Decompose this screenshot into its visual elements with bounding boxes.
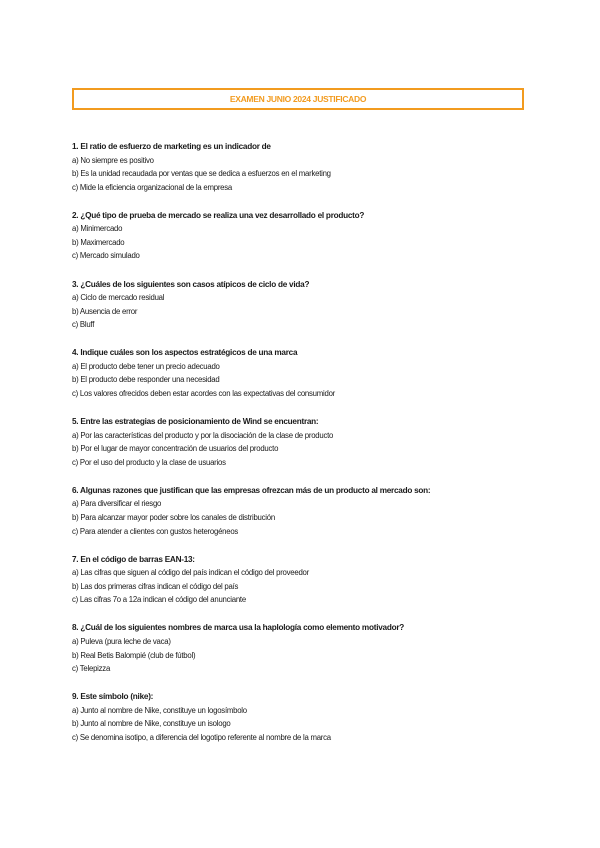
option-b: b) El producto debe responder una necesidad <box>72 375 220 385</box>
question-title: 6. Algunas razones que justifican que las empresas ofrezcan más de un producto al mercado son: <box>72 485 431 495</box>
option-a: a) Para diversificar el riesgo <box>72 499 162 509</box>
option-a: a) Minimercado <box>72 224 123 234</box>
option-c: c) Bluff <box>72 320 95 330</box>
question-title: 5. Entre las estrategias de posicionamiento de Wind se encuentran: <box>72 417 319 427</box>
question-8 <box>72 621 542 675</box>
question-title: 3. ¿Cuáles de los siguientes son casos atípicos de ciclo de vida? <box>72 279 310 289</box>
option-c: c) Mercado simulado <box>72 251 140 261</box>
question-5 <box>72 415 542 469</box>
question-title: 8. ¿Cuál de los siguientes nombres de marca usa la haplología como elemento motivador? <box>72 623 405 633</box>
question-1 <box>72 140 542 194</box>
option-b: b) Ausencia de error <box>72 306 138 316</box>
exam-title-box <box>72 88 524 110</box>
exam-title: EXAMEN JUNIO 2024 JUSTIFICADO <box>229 94 367 104</box>
option-c: c) Telepizza <box>72 664 111 674</box>
option-b: b) Para alcanzar mayor poder sobre los canales de distribución <box>72 513 275 522</box>
option-a: a) No siempre es positivo <box>72 155 154 165</box>
option-c: c) Los valores ofrecidos deben estar acordes con las expectativas del consumidor <box>72 389 336 399</box>
option-c: c) Para atender a clientes con gustos heterogéneos <box>72 526 239 536</box>
option-a: a) Puleva (pura leche de vaca) <box>72 636 171 646</box>
option-a: a) El producto debe tener un precio adecuado <box>72 361 220 371</box>
option-b: b) Junto al nombre de Nike, constituye un isologo <box>72 719 231 729</box>
question-title: 2. ¿Qué tipo de prueba de mercado se realiza una vez desarrollado el producto? <box>72 210 365 220</box>
option-b: b) Las dos primeras cifras indican el código del país <box>72 581 239 591</box>
question-title: 7. En el código de barras EAN-13: <box>72 554 195 564</box>
option-c: c) Las cifras 7o a 12a indican el código del anunciante <box>72 595 246 605</box>
option-a: a) Junto al nombre de Nike, constituye un logosímbolo <box>72 705 247 715</box>
option-a: a) Las cifras que siguen al código del país indican el código del proveedor <box>72 568 309 578</box>
option-b: b) Maximercado <box>72 237 125 247</box>
question-title: 1. El ratio de esfuerzo de marketing es un indicador de <box>72 142 271 151</box>
question-3 <box>72 278 542 332</box>
option-c: c) Por el uso del producto y la clase de usuarios <box>72 457 226 467</box>
option-a: a) Por las características del producto y por la disociación de la clase de producto <box>72 430 334 440</box>
question-9 <box>72 690 542 744</box>
option-b: b) Por el lugar de mayor concentración de usuarios del producto <box>72 444 279 454</box>
option-b: b) Es la unidad recaudada por ventas que se dedica a esfuerzos en el marketing <box>72 169 331 179</box>
option-b: b) Real Betis Balompié (club de fútbol) <box>72 650 196 660</box>
question-4 <box>72 346 542 400</box>
question-list <box>72 140 542 759</box>
option-c: c) Se denomina isotipo, a diferencia del logotipo referente al nombre de la marca <box>72 732 331 742</box>
question-2 <box>72 209 542 263</box>
question-6 <box>72 484 542 538</box>
option-a: a) Ciclo de mercado residual <box>72 293 165 303</box>
question-title: 9. Este símbolo (nike): <box>72 692 154 702</box>
option-c: c) Mide la eficiencia organizacional de la empresa <box>72 182 232 192</box>
question-7 <box>72 553 542 607</box>
question-title: 4. Indique cuáles son los aspectos estratégicos de una marca <box>72 348 298 358</box>
